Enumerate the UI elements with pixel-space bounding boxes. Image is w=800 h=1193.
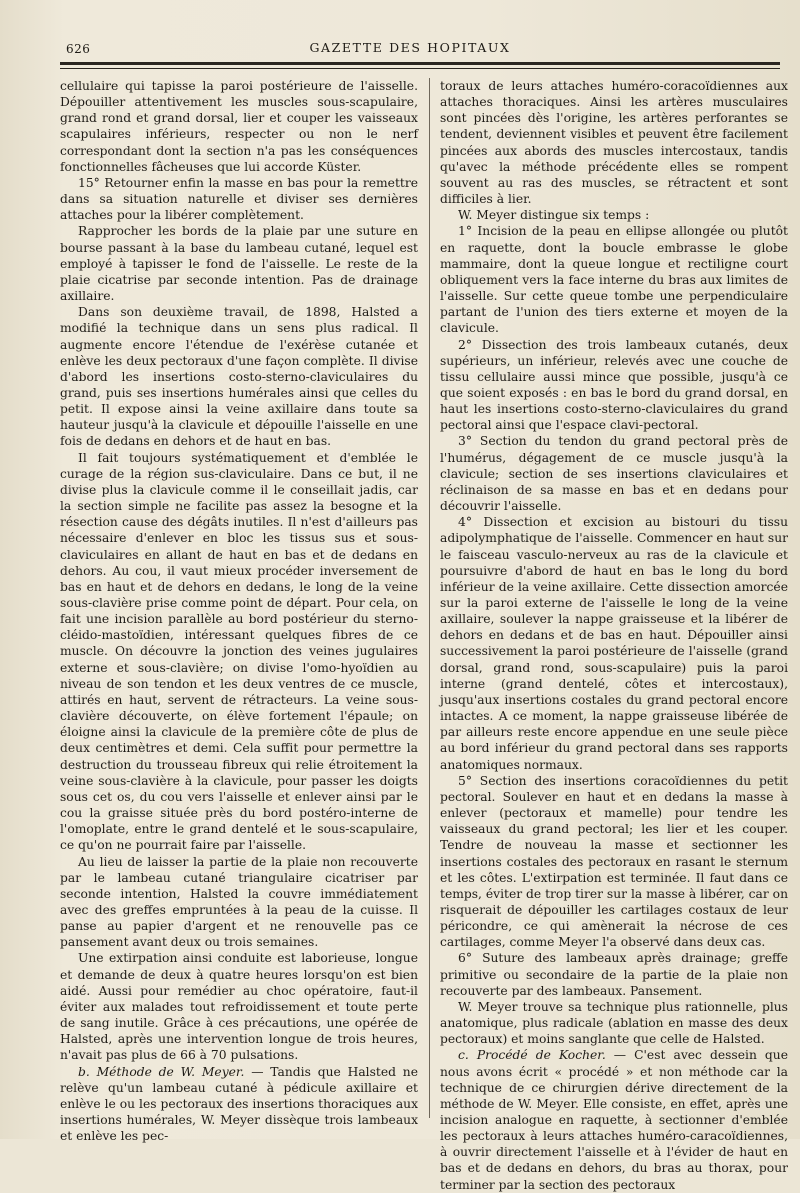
paragraph: Il fait toujours systématiquement et d'emblée le curage de la région sus-claviculaire. Dans ce but, il ne divise plus la clavicule comme il le conseillait jadis, car la section simple ne facilite pas assez la besogne et la résection cause des dégâts inutiles. Il n'est d'ailleurs pas nécessaire d'enlever en bloc les tissus sus et sous-claviculaires en allant de haut en bas et de dedans en dehors. Au cou, il vaut mieux procéder inversement de bas en haut et de dehors en dedans, le long de la veine sous-clavière prise comme point de départ. Pour cela, on fait une incision parallèle au bord postérieur du sterno-cléido-mastoïdien, intéressant quelques fibres de ce muscle. On découvre la jonction des veines jugulaires externe et sous-clavière; on divise l'omo-hyoïdien au niveau de son tendon et les deux ventres de ce muscle, attirés en haut, servent de rétracteurs. La veine sous-clavière découverte, on élève fortement l'épaule; on éloigne ainsi la clavicule de la première côte de plus de deux centimètres et demi. Cela suffit pour permettre la destruction du trousseau fibreux qui relie étroitement la veine sous-clavière à la clavicule, pour passer les doigts sous cet os, du cou vers l'aisselle et enlever ainsi par le cou la graisse située près du bord postéro-interne de l'omoplate, entre le grand dentelé et le sous-scapulaire, ce qu'on ne pourrait faire par l'aisselle. (60, 450, 418, 853)
paragraph-kocher (440, 1047, 788, 1192)
paragraph: 2° Dissection des trois lambeaux cutanés, deux supérieurs, un inférieur, relevés avec une couche de tissu cellulaire aussi mince que possible, jusqu'à ce que soient exposés : en bas le bord du grand dorsal, en haut les insertions costo-sterno-claviculaires du grand pectoral ainsi que l'espace clavi-pectoral. (440, 337, 788, 433)
page-header (60, 34, 760, 56)
paragraph-kocher-body: — C'est avec dessein que nous avons écrit « procédé » et non méthode car la technique de ce chirurgien dérive directement de la méthode de W. Meyer. Elle consiste, en effet, après une incision analogue en raquette, à sectionner d'emblée les pectoraux à leurs attaches huméro-caracoïdiennes, à ouvrir directement l'aisselle et à l'évider de haut en bas et de dedans en dehors, du bras au thorax, pour terminer par la section des pectoraux (440, 1048, 788, 1192)
journal-title: GAZETTE DES HOPITAUX (309, 40, 511, 55)
paragraph-meyer-body: — Tandis que Halsted ne relève qu'un lambeau cutané à pédicule axillaire et enlève le ou les pectoraux des insertions thoraciques aux insertions humérales, W. Meyer dissèque trois lambeaux et enlève les pec- (60, 1064, 418, 1144)
paragraph: Au lieu de laisser la partie de la plaie non recouverte par le lambeau cutané triangulaire cicatriser par seconde intention, Halsted la couvre immédiatement avec des greffes empruntées à la peau de la cuisse. Il panse au papier d'argent et ne renouvelle pas ce pansement avant deux ou trois semaines. (60, 854, 418, 950)
column-divider (429, 78, 430, 1118)
paragraph: 6° Suture des lambeaux après drainage; greffe primitive ou secondaire de la partie de la plaie non recouverte par des lambeaux. Pansement. (440, 951, 788, 998)
paragraph: toraux de leurs attaches huméro-coracoïdiennes aux attaches thoraciques. Ainsi les artères musculaires sont pincées dès l'origine, les artères perforantes se tendent, deviennent visibles et peuvent être facilement pincées aux abords des muscles intercostaux, tandis qu'avec la méthode précédente elles se rompent souvent au ras des muscles, se rétractent et sont difficiles à lier. (440, 79, 788, 207)
paragraph: W. Meyer distingue six temps : (458, 208, 650, 223)
paragraph-meyer (60, 1064, 418, 1145)
paragraph: W. Meyer trouve sa technique plus rationnelle, plus anatomique, plus radicale (ablation en masse des deux pectoraux) et moins sanglante que celle de Halsted. (440, 999, 788, 1047)
section-heading-meyer: b. Méthode de W. Meyer. (78, 1064, 245, 1079)
paragraph: Dans son deuxième travail, de 1898, Halsted a modifié la technique dans un sens plus radical. Il augmente encore l'étendue de l'exérèse cutanée et enlève les deux pectoraux d'une façon complète. Il divise d'abord les insertions costo-sterno-claviculaires du grand, puis ses insertions humérales ainsi que celles du petit. Il expose ainsi la veine axillaire dans toute sa hauteur jusqu'à la clavicule et dépouille l'aisselle en une fois de dedans en dehors et de haut en bas. (60, 305, 418, 449)
paragraph: 3° Section du tendon du grand pectoral près de l'humérus, dégagement de ce muscle jusqu'à la clavicule; section de ses insertions claviculaires et réclinaison de sa masse en bas et en dedans pour découvrir l'aisselle. (440, 434, 788, 514)
header-rule-thick (60, 62, 780, 65)
left-column (60, 78, 418, 1144)
paragraph: 15° Retourner enfin la masse en bas pour la remettre dans sa situation naturelle et diviser ses dernières attaches pour la libérer complètement. (60, 175, 418, 223)
paragraph: Une extirpation ainsi conduite est laborieuse, longue et demande de deux à quatre heures lorsqu'on est bien aidé. Aussi pour remédier au choc opératoire, faut-il éviter aux malades tout refroidissement et toute perte de sang inutile. Grâce à ces précautions, une opérée de Halsted, après une intervention longue de trois heures, n'avait pas plus de 66 à 70 pulsations. (60, 951, 418, 1063)
page-number: 626 (66, 42, 91, 56)
paragraph: 5° Section des insertions coracoïdiennes du petit pectoral. Soulever en haut et en dedans la masse à enlever (pectoraux et mamelle) pour tendre les vaisseaux du grand pectoral; les lier et les couper. Tendre de nouveau la masse et sectionner les insertions costales des pectoraux en rasant le sternum et les côtes. L'extirpation est terminée. Il faut dans ce temps, éviter de trop tirer sur la masse à libérer, car on risquerait de dépouiller les cartilages costaux de leur péricondre, ce qui amènerait la nécrose de ces cartilages, comme Meyer l'a observé dans deux cas. (440, 773, 788, 950)
right-column (440, 78, 788, 1193)
paragraph: Rapprocher les bords de la plaie par une suture en bourse passant à la base du lambeau cutané, lequel est employé à tapisser le fond de l'aisselle. Le reste de la plaie cicatrise par seconde intention. Pas de drainage axillaire. (60, 224, 418, 304)
paragraph: cellulaire qui tapisse la paroi postérieure de l'aisselle. Dépouiller attentivement les muscles sous-scapulaire, grand rond et grand dorsal, lier et couper les vaisseaux scapulaires inférieurs, respecter ou non le nerf correspondant dont la section n'a pas les conséquences fonctionnelles fâcheuses que lui accorde Küster. (60, 79, 418, 174)
section-heading-kocher: c. Procédé de Kocher. (458, 1048, 606, 1063)
paragraph: 4° Dissection et excision au bistouri du tissu adipolymphatique de l'aisselle. Commencer en haut sur le faisceau vasculo-nerveux au ras de la clavicule et poursuivre d'abord de haut en bas le long du bord inférieur de la veine axillaire. Cette dissection amorcée sur la paroi externe de l'aisselle le long de la veine axillaire, soulever la nappe graisseuse et la libérer de dehors en dedans et de bas en haut. Dépouiller ainsi successivement la paroi postérieure de l'aisselle (grand dorsal, grand rond, sous-scapulaire) puis la paroi interne (grand dentelé, côtes et intercostaux), jusqu'aux insertions costales du grand pectoral encore intactes. A ce moment, la nappe graisseuse libérée de par ailleurs reste encore appendue en une seule pièce au bord inférieur du grand pectoral dans ses rapports anatomiques normaux. (440, 515, 788, 772)
header-rule-thin (60, 68, 780, 69)
paragraph: 1° Incision de la peau en ellipse allongée ou plutôt en raquette, dont la boucle embrasse le globe mammaire, dont la queue longue et rectiligne court obliquement vers la face interne du bras aux limites de l'aisselle. Sur cette queue tombe une perpendiculaire partant de l'union des tiers externe et moyen de la clavicule. (440, 224, 788, 336)
